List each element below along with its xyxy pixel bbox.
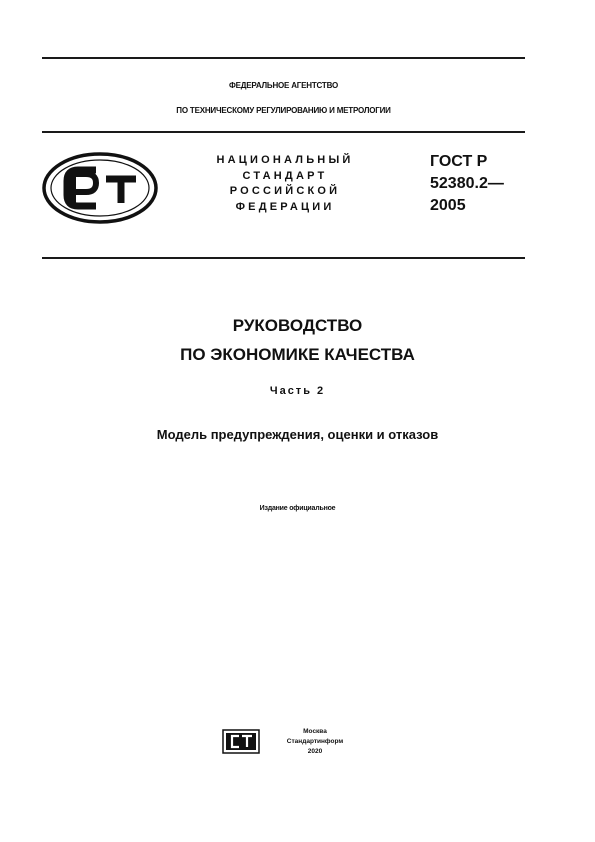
national-line-4: ФЕДЕРАЦИИ [235, 200, 335, 213]
publisher-name: Стандартинформ [286, 738, 344, 745]
standard-code-prefix: ГОСТ Р [430, 153, 488, 170]
agency-line-2: ПО ТЕХНИЧЕСКОМУ РЕГУЛИРОВАНИЮ И МЕТРОЛОГИИ [176, 106, 391, 115]
top-rule [42, 57, 525, 59]
title-line-2: ПО ЭКОНОМИКЕ КАЧЕСТВА [180, 345, 415, 364]
national-standard-label [180, 153, 390, 215]
national-line-3: РОССИЙСКОЙ [229, 185, 341, 197]
agency-line-1: ФЕДЕРАЛЬНОЕ АГЕНТСТВО [228, 81, 338, 90]
publisher-year: 2020 [307, 748, 323, 755]
section-rule [42, 257, 525, 259]
part-label: Часть 2 [269, 385, 326, 397]
document-subtitle: Модель предупреждения, оценки и отказов [156, 427, 439, 442]
edition-note: Издание официальное [259, 505, 336, 512]
standard-code-number: 52380.2— [430, 175, 504, 192]
standard-code [430, 151, 504, 217]
document-title [0, 311, 595, 369]
national-line-1: НАЦИОНАЛЬНЫЙ [216, 154, 354, 166]
header-rule [42, 131, 525, 133]
publisher-imprint [280, 727, 350, 757]
publisher-city: Москва [303, 728, 327, 735]
standard-code-year: 2005 [430, 197, 466, 214]
title-line-1: РУКОВОДСТВО [232, 316, 363, 335]
standartinform-logo-icon [222, 729, 260, 754]
rst-certification-mark-icon [40, 150, 160, 226]
national-line-2: СТАНДАРТ [242, 169, 328, 182]
